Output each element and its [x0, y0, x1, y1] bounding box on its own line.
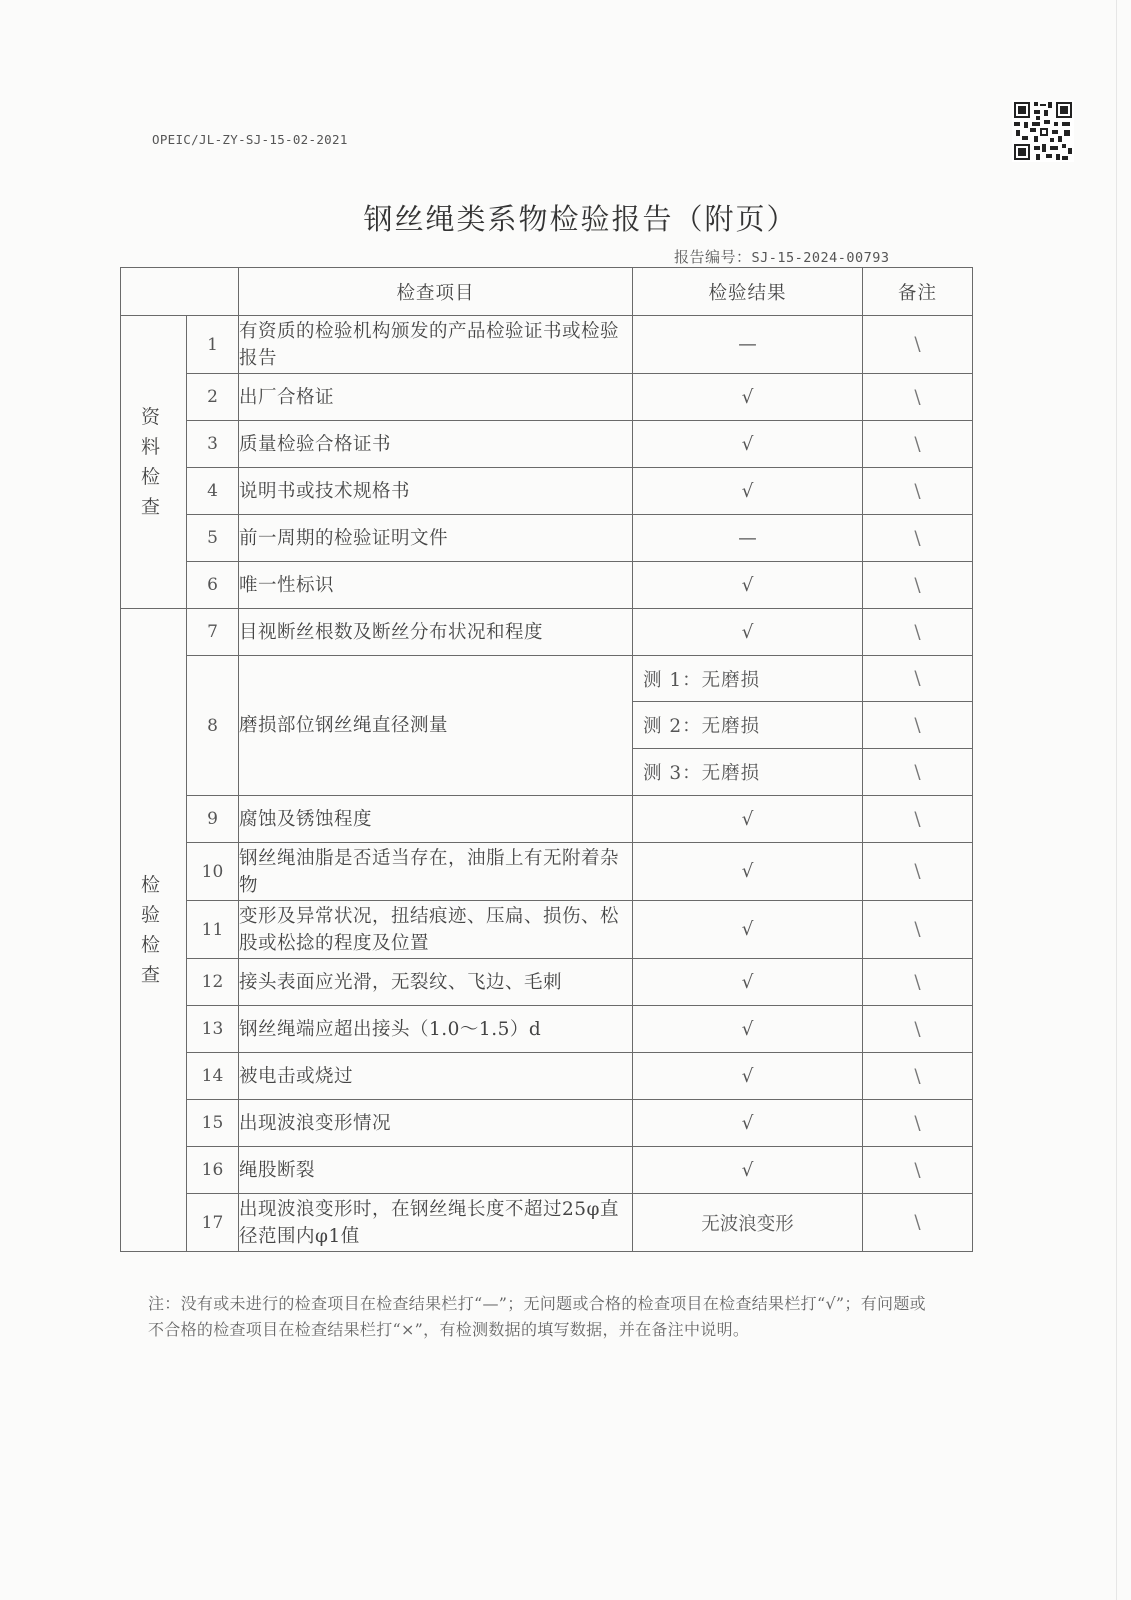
row-note: \	[863, 749, 973, 796]
row-item: 出现波浪变形情况	[239, 1100, 633, 1147]
category-inspect: 检验检查	[121, 609, 187, 1252]
row-number: 13	[187, 1006, 239, 1053]
row-note: \	[863, 796, 973, 843]
row-note: \	[863, 1100, 973, 1147]
row-result: —	[633, 515, 863, 562]
row-note: \	[863, 609, 973, 656]
report-number	[674, 246, 890, 267]
row-number: 10	[187, 843, 239, 901]
row-note: \	[863, 421, 973, 468]
row-number: 17	[187, 1194, 239, 1252]
report-number-value: SJ-15-2024-00793	[751, 250, 890, 266]
row-item: 前一周期的检验证明文件	[239, 515, 633, 562]
table-row	[121, 421, 973, 468]
row-item: 出厂合格证	[239, 374, 633, 421]
table-row	[121, 1006, 973, 1053]
row-result-measure-1: 测 1：无磨损	[633, 656, 863, 702]
row-number: 7	[187, 609, 239, 656]
table-row	[121, 796, 973, 843]
row-number: 9	[187, 796, 239, 843]
report-title: 钢丝绳类系物检验报告（附页）	[363, 202, 798, 236]
table-row	[121, 374, 973, 421]
row-item: 说明书或技术规格书	[239, 468, 633, 515]
row-result-measure-3: 测 3：无磨损	[633, 749, 863, 796]
row-note: \	[863, 1147, 973, 1194]
row-result: √	[633, 1100, 863, 1147]
table-header-row	[121, 268, 973, 316]
row-result: √	[633, 843, 863, 901]
row-item: 磨损部位钢丝绳直径测量	[239, 656, 633, 796]
row-number: 1	[187, 316, 239, 374]
table-row	[121, 1147, 973, 1194]
table-row	[121, 1053, 973, 1100]
row-number: 5	[187, 515, 239, 562]
row-item: 唯一性标识	[239, 562, 633, 609]
row-note: \	[863, 843, 973, 901]
row-number: 16	[187, 1147, 239, 1194]
table-row	[121, 316, 973, 374]
row-item: 质量检验合格证书	[239, 421, 633, 468]
header-blank	[121, 268, 239, 316]
row-number: 14	[187, 1053, 239, 1100]
row-result: √	[633, 959, 863, 1006]
table-row	[121, 515, 973, 562]
header-note: 备注	[863, 268, 973, 316]
row-result: √	[633, 468, 863, 515]
report-number-label: 报告编号：	[674, 248, 752, 266]
row-result: √	[633, 374, 863, 421]
row-note: \	[863, 562, 973, 609]
row-note: \	[863, 316, 973, 374]
row-item: 出现波浪变形时，在钢丝绳长度不超过25φ直径范围内φ1值	[239, 1194, 633, 1252]
row-item: 有资质的检验机构颁发的产品检验证书或检验报告	[239, 316, 633, 374]
row-note: \	[863, 1194, 973, 1252]
row-result: √	[633, 796, 863, 843]
row-item: 腐蚀及锈蚀程度	[239, 796, 633, 843]
row-item: 目视断丝根数及断丝分布状况和程度	[239, 609, 633, 656]
row-result: √	[633, 421, 863, 468]
table-row	[121, 1194, 973, 1252]
category-docs: 资料检查	[121, 316, 187, 609]
row-number: 2	[187, 374, 239, 421]
table-row	[121, 959, 973, 1006]
row-number: 15	[187, 1100, 239, 1147]
row-item: 变形及异常状况，扭结痕迹、压扁、损伤、松股或松捻的程度及位置	[239, 901, 633, 959]
row-result: √	[633, 609, 863, 656]
row-note: \	[863, 515, 973, 562]
row-number: 8	[187, 656, 239, 796]
row-result: √	[633, 562, 863, 609]
row-number: 12	[187, 959, 239, 1006]
row-note: \	[863, 1006, 973, 1053]
row-result: 无波浪变形	[633, 1194, 863, 1252]
row-note: \	[863, 656, 973, 702]
row-result: √	[633, 901, 863, 959]
qr-code-icon	[1012, 100, 1074, 162]
row-item: 被电击或烧过	[239, 1053, 633, 1100]
scan-edge-line	[1116, 0, 1117, 1600]
inspection-table	[120, 267, 973, 1252]
row-number: 6	[187, 562, 239, 609]
table-row	[121, 1100, 973, 1147]
row-number: 3	[187, 421, 239, 468]
header-item: 检查项目	[239, 268, 633, 316]
row-result: √	[633, 1006, 863, 1053]
table-row	[121, 843, 973, 901]
table-row	[121, 609, 973, 656]
row-result-measure-2: 测 2：无磨损	[633, 702, 863, 749]
row-item: 钢丝绳端应超出接头（1.0～1.5）d	[239, 1006, 633, 1053]
row-note: \	[863, 901, 973, 959]
table-row	[121, 468, 973, 515]
row-result: —	[633, 316, 863, 374]
row-number: 4	[187, 468, 239, 515]
table-row	[121, 656, 973, 702]
row-item: 钢丝绳油脂是否适当存在，油脂上有无附着杂物	[239, 843, 633, 901]
row-note: \	[863, 374, 973, 421]
row-result: √	[633, 1053, 863, 1100]
table-row	[121, 562, 973, 609]
footnote: 注：没有或未进行的检查项目在检查结果栏打“—”；无问题或合格的检查项目在检查结果栏打“√”；有问题或不合格的检查项目在检查结果栏打“×”，有检测数据的填写数据，并在备注中说明。	[148, 1294, 926, 1339]
row-number: 11	[187, 901, 239, 959]
row-note: \	[863, 1053, 973, 1100]
row-note: \	[863, 702, 973, 749]
row-result: √	[633, 1147, 863, 1194]
document-code: OPEIC/JL-ZY-SJ-15-02-2021	[152, 132, 348, 147]
row-note: \	[863, 468, 973, 515]
table-row	[121, 901, 973, 959]
row-note: \	[863, 959, 973, 1006]
row-item: 绳股断裂	[239, 1147, 633, 1194]
header-result: 检验结果	[633, 268, 863, 316]
row-item: 接头表面应光滑，无裂纹、飞边、毛刺	[239, 959, 633, 1006]
